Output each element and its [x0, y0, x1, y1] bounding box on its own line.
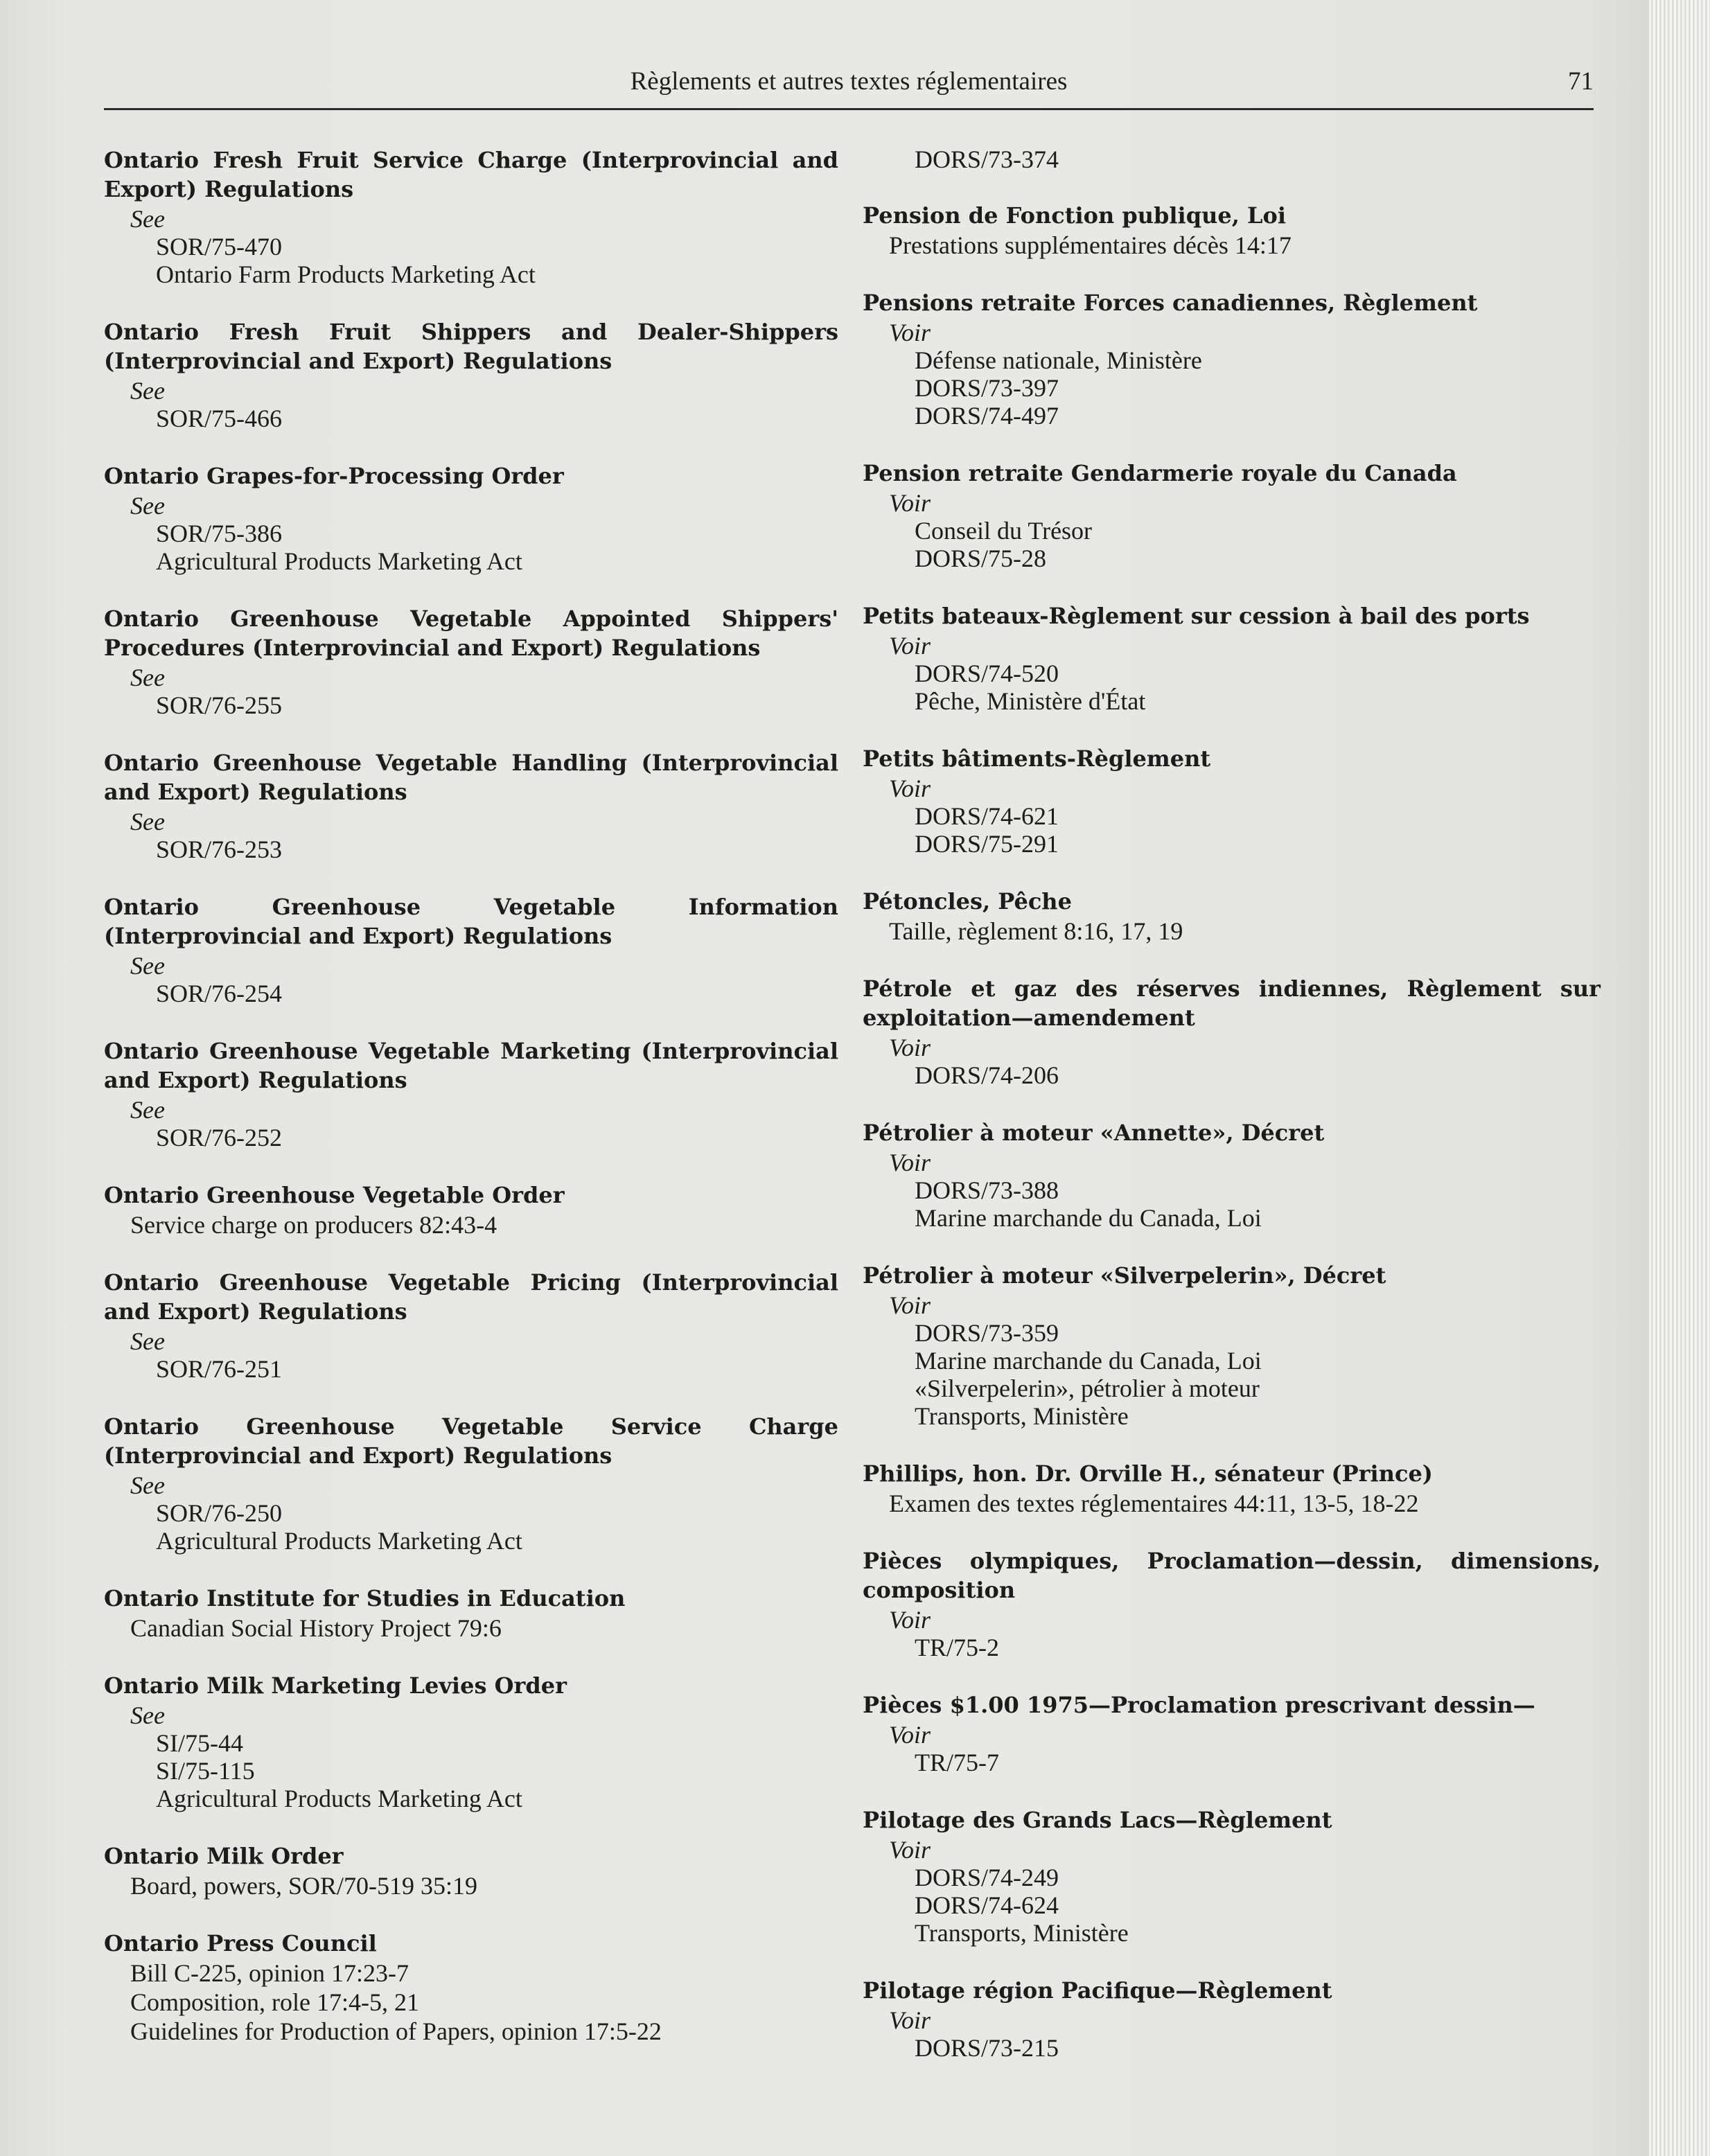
index-entry: [863, 974, 1601, 1089]
subentry: Examen des textes réglementaires 44:11, 13-5, 18-22: [889, 1490, 1419, 1517]
see-label: See: [130, 808, 165, 836]
index-entry: [863, 1805, 1601, 1947]
see-label: Voir: [889, 319, 931, 346]
cross-reference: SOR/76-252: [156, 1124, 283, 1151]
cross-reference: SOR/76-251: [156, 1355, 283, 1383]
right-column-entries: [863, 201, 1601, 2062]
cross-reference: SOR/76-253: [156, 836, 283, 863]
cross-reference: DORS/73-359: [915, 1319, 1059, 1347]
see-label: Voir: [889, 1034, 931, 1061]
entry-heading: Ontario Greenhouse Vegetable Service Charge (Interprovincial and Export) Regulations: [104, 1413, 838, 1469]
running-header: [104, 67, 1594, 110]
see-label: Voir: [889, 1606, 931, 1634]
index-entry: [104, 1181, 838, 1239]
cross-reference: SOR/75-470: [156, 233, 283, 260]
entry-heading: Ontario Greenhouse Vegetable Handling (Interprovincial and Export) Regulations: [104, 750, 838, 805]
cross-reference: SI/75-44: [156, 1729, 243, 1757]
cross-reference: Défense nationale, Ministère: [915, 346, 1202, 374]
entry-heading: Ontario Greenhouse Vegetable Appointed Shippers' Procedures (Interprovincial and Export) Regulations: [104, 606, 838, 661]
index-entry: [863, 1546, 1601, 1661]
index-entry: [104, 1671, 838, 1812]
subentry: Prestations supplémentaires décès 14:17: [889, 231, 1292, 259]
cross-reference: SOR/76-254: [156, 980, 283, 1007]
cross-reference: DORS/73-397: [915, 374, 1059, 402]
entry-heading: Ontario Milk Marketing Levies Order: [104, 1672, 567, 1699]
index-entry: [863, 1459, 1601, 1517]
see-label: See: [130, 1702, 165, 1729]
running-title: Règlements et autres textes réglementaires: [630, 67, 1068, 96]
cross-reference: DORS/75-291: [915, 830, 1059, 858]
index-entry: [863, 1976, 1601, 2062]
subentry: Service charge on producers 82:43-4: [130, 1211, 497, 1239]
cross-reference: DORS/74-497: [915, 402, 1059, 430]
entry-heading: Pétrolier à moteur «Silverpelerin», Décret: [863, 1262, 1386, 1289]
index-entry: [104, 1412, 838, 1555]
index-entry: [104, 145, 838, 288]
cross-reference: TR/75-7: [915, 1749, 999, 1776]
entry-heading: Ontario Greenhouse Vegetable Marketing (Interprovincial and Export) Regulations: [104, 1038, 838, 1093]
subentry: Canadian Social History Project 79:6: [130, 1614, 502, 1642]
entry-heading: Pétrole et gaz des réserves indiennes, Règlement sur exploitation—amendement: [863, 975, 1601, 1031]
see-label: Voir: [889, 489, 931, 517]
see-label: See: [130, 205, 165, 233]
continuation-ref: DORS/73-374: [915, 145, 1059, 173]
see-label: Voir: [889, 1721, 931, 1749]
index-entry: [863, 1261, 1601, 1430]
see-label: See: [130, 1472, 165, 1499]
cross-reference: Transports, Ministère: [915, 1402, 1129, 1430]
entry-heading: Ontario Greenhouse Vegetable Pricing (Interprovincial and Export) Regulations: [104, 1269, 838, 1325]
index-entry: [863, 1690, 1601, 1776]
cross-reference: SOR/76-255: [156, 691, 283, 719]
cross-reference: DORS/74-621: [915, 802, 1059, 830]
cross-reference: Transports, Ministère: [915, 1919, 1129, 1947]
subentry: Bill C-225, opinion 17:23-7: [130, 1959, 409, 1987]
cross-reference: DORS/73-388: [915, 1176, 1059, 1204]
cross-reference: DORS/74-624: [915, 1891, 1059, 1919]
see-label: See: [130, 492, 165, 520]
index-entry: [863, 201, 1601, 259]
cross-reference: «Silverpelerin», pétrolier à moteur: [915, 1375, 1260, 1402]
see-label: Voir: [889, 1149, 931, 1176]
index-entry: [863, 459, 1601, 572]
entry-heading: Ontario Fresh Fruit Service Charge (Interprovincial and Export) Regulations: [104, 147, 838, 202]
entry-heading: Pilotage région Pacifique—Règlement: [863, 1977, 1332, 2004]
see-label: See: [130, 952, 165, 980]
entry-heading: Pétrolier à moteur «Annette», Décret: [863, 1120, 1325, 1146]
index-entry: [104, 604, 838, 719]
subentry: Board, powers, SOR/70-519 35:19: [130, 1872, 477, 1900]
cross-reference: Pêche, Ministère d'État: [915, 687, 1146, 715]
cross-reference: TR/75-2: [915, 1634, 999, 1661]
cross-reference: SOR/75-386: [156, 520, 283, 547]
subentry: Guidelines for Production of Papers, opinion 17:5-22: [130, 2017, 662, 2045]
entry-heading: Pension de Fonction publique, Loi: [863, 202, 1286, 229]
page-number: 71: [1568, 67, 1594, 96]
index-entry: [104, 1841, 838, 1900]
cross-reference: SOR/75-466: [156, 405, 283, 432]
entry-heading: Ontario Greenhouse Vegetable Information (Interprovincial and Export) Regulations: [104, 894, 838, 949]
right-column: [863, 145, 1601, 2091]
see-label: Voir: [889, 775, 931, 802]
cross-reference: Agricultural Products Marketing Act: [156, 1527, 522, 1555]
see-label: See: [130, 377, 165, 405]
see-label: See: [130, 1096, 165, 1124]
entry-heading: Pension retraite Gendarmerie royale du Canada: [863, 460, 1457, 486]
index-entry: [104, 1584, 838, 1642]
index-entry: [104, 1268, 838, 1383]
cross-reference: Ontario Farm Products Marketing Act: [156, 260, 536, 288]
left-column: [104, 145, 838, 2074]
cross-reference: DORS/74-206: [915, 1061, 1059, 1089]
cross-reference: Agricultural Products Marketing Act: [156, 547, 522, 575]
entry-heading: Ontario Grapes-for-Processing Order: [104, 463, 564, 489]
index-entry: [104, 1036, 838, 1151]
see-label: Voir: [889, 1836, 931, 1864]
cross-reference: SOR/76-250: [156, 1499, 283, 1527]
cross-reference: DORS/73-215: [915, 2034, 1059, 2062]
index-entry: [863, 288, 1601, 430]
cross-reference: Marine marchande du Canada, Loi: [915, 1347, 1262, 1375]
entry-heading: Ontario Milk Order: [104, 1843, 344, 1869]
see-label: See: [130, 664, 165, 691]
see-label: Voir: [889, 1291, 931, 1319]
entry-heading: Ontario Greenhouse Vegetable Order: [104, 1182, 565, 1208]
entry-heading: Petits bâtiments-Règlement: [863, 745, 1211, 772]
see-label: Voir: [889, 632, 931, 660]
entry-heading: Ontario Institute for Studies in Education: [104, 1585, 626, 1611]
cross-reference: DORS/74-520: [915, 660, 1059, 687]
see-label: See: [130, 1327, 165, 1355]
index-entry: [104, 748, 838, 863]
index-entry: [104, 461, 838, 575]
index-entry: [863, 744, 1601, 858]
entry-heading: Pilotage des Grands Lacs—Règlement: [863, 1807, 1332, 1833]
index-entry: [104, 317, 838, 432]
index-entry: [863, 601, 1601, 715]
entry-heading: Phillips, hon. Dr. Orville H., sénateur (Prince): [863, 1460, 1433, 1487]
index-entry: [863, 887, 1601, 945]
entry-heading: Pétoncles, Pêche: [863, 888, 1072, 914]
cross-reference: DORS/74-249: [915, 1864, 1059, 1891]
see-label: Voir: [889, 2006, 931, 2034]
cross-reference: Conseil du Trésor: [915, 517, 1093, 545]
page-edge: [1649, 0, 1710, 2156]
index-entry: [104, 1929, 838, 2045]
entry-heading: Pensions retraite Forces canadiennes, Règlement: [863, 290, 1478, 316]
entry-heading: Ontario Press Council: [104, 1930, 377, 1956]
entry-heading: Pièces $1.00 1975—Proclamation prescrivant dessin—: [863, 1692, 1535, 1718]
cross-reference: DORS/75-28: [915, 545, 1047, 572]
subentry: Taille, règlement 8:16, 17, 19: [889, 917, 1183, 945]
entry-heading: Petits bateaux-Règlement sur cession à bail des ports: [863, 603, 1530, 629]
cross-reference: Agricultural Products Marketing Act: [156, 1785, 522, 1812]
cross-reference: Marine marchande du Canada, Loi: [915, 1204, 1262, 1232]
index-entry: [863, 1118, 1601, 1232]
subentry: Composition, role 17:4-5, 21: [130, 1988, 419, 2016]
index-entry: [104, 892, 838, 1007]
entry-heading: Pièces olympiques, Proclamation—dessin, dimensions, composition: [863, 1548, 1601, 1603]
entry-heading: Ontario Fresh Fruit Shippers and Dealer-Shippers (Interprovincial and Export) Regulations: [104, 319, 838, 374]
cross-reference: SI/75-115: [156, 1757, 255, 1785]
